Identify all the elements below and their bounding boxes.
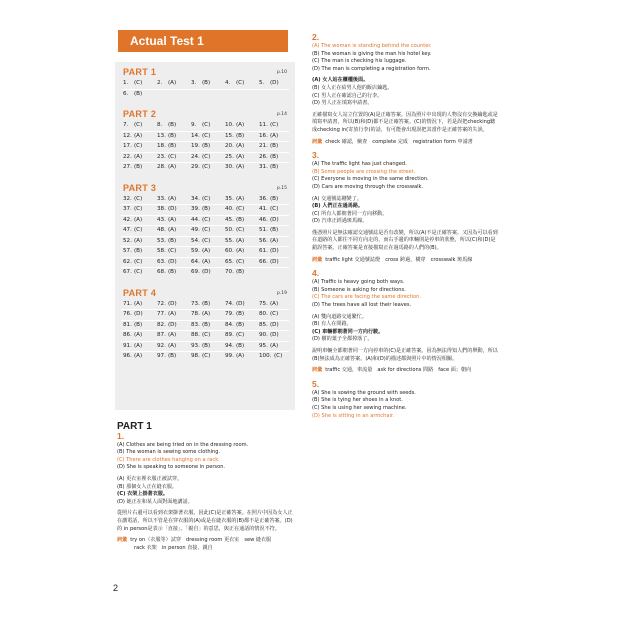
answer-number: 73.	[191, 300, 200, 307]
answer-choice: (B)	[270, 227, 279, 233]
answer-choice: (A)	[168, 195, 177, 202]
answer-number: 21.	[259, 143, 268, 149]
translation: (C) 男人正在確認自己的行李。	[312, 92, 383, 99]
answer-choice: (B)	[270, 153, 279, 160]
translation: (D) 男人正在填寫申請書。	[312, 100, 373, 107]
answer-number: 17.	[123, 143, 132, 149]
translation: (A) 交通號誌剛變了。	[312, 195, 362, 202]
answer-choice: (D)	[202, 269, 211, 275]
translation: (D) 樹的葉子全都掉落了。	[312, 336, 373, 343]
answer-choice: (B)	[168, 132, 177, 139]
row-divider	[121, 267, 289, 268]
part1-title: PART 1	[117, 421, 152, 432]
option: (D) Cars are moving through the crosswalk.	[312, 183, 424, 190]
answer-choice: (D)	[236, 300, 245, 307]
answer-number: 98.	[191, 353, 200, 359]
answer-number: 10.	[225, 122, 234, 128]
answer-number: 37.	[123, 206, 132, 212]
answer-choice: (C)	[134, 269, 143, 275]
answer-number: 93.	[191, 342, 200, 349]
answer-choice: (D)	[168, 300, 177, 307]
answer-number: 66.	[259, 258, 268, 265]
answer-number: 23.	[157, 153, 166, 160]
answer-choice: (A)	[134, 300, 143, 307]
option-correct: (C) The cars are facing the same direction.	[312, 294, 422, 301]
answer-number: 51.	[259, 227, 268, 233]
answer-choice: (D)	[168, 321, 177, 328]
option: (B) She is tying her shoes in a knot.	[312, 397, 403, 404]
answer-number: 72.	[157, 300, 166, 307]
answer-choice: (A)	[202, 311, 211, 317]
answer-choice: (B)	[202, 206, 211, 212]
answer-number: 45.	[225, 216, 234, 223]
answer-number: 60.	[225, 248, 234, 254]
answer-number: 28.	[157, 164, 166, 170]
answer-number: 33.	[157, 195, 166, 202]
answer-choice: (C)	[134, 206, 143, 212]
answer-choice: (C)	[168, 153, 177, 160]
answer-choice: (A)	[134, 153, 143, 160]
answer-number: 46.	[259, 216, 268, 223]
answer-choice: (A)	[168, 342, 177, 349]
answer-number: 34.	[191, 195, 200, 202]
answer-number: 67.	[123, 269, 132, 275]
answer-number: 8.	[157, 122, 163, 128]
answer-number: 27.	[123, 164, 132, 170]
question-number: 3.	[312, 150, 320, 161]
answer-key-row	[123, 164, 288, 174]
translation-correct: (A) 女人站在櫃檯後面。	[312, 77, 369, 84]
translation: (C) 所有人都朝著同一方向移動。	[312, 210, 388, 217]
answer-number: 20.	[225, 143, 234, 149]
answer-key-page-ref: p.10	[276, 70, 287, 75]
answer-number: 86.	[123, 332, 132, 338]
question-number: 5.	[312, 378, 320, 389]
answer-choice: (B)	[168, 353, 177, 359]
answer-key-row	[123, 353, 288, 363]
answer-number: 63.	[157, 258, 166, 265]
row-divider	[121, 141, 289, 142]
row-divider	[121, 89, 289, 90]
vocab-text: check 確認，檢查 complete 完成 registration form 申請書	[325, 138, 473, 145]
vocab-line	[312, 367, 498, 375]
answer-number: 88.	[191, 332, 200, 338]
vocab-line	[117, 537, 295, 545]
answer-choice: (C)	[236, 206, 245, 212]
answer-choice: (A)	[134, 332, 143, 338]
answer-number: 85.	[259, 321, 268, 328]
answer-choice: (C)	[202, 227, 211, 233]
answer-number: 77.	[157, 311, 166, 317]
answer-number: 100.	[259, 353, 272, 359]
translation: (B) 那個女人正在縫衣服。	[117, 483, 178, 490]
answer-number: 22.	[123, 153, 132, 160]
row-divider	[121, 225, 289, 226]
option: (C) The man is checking his luggage.	[312, 58, 407, 65]
explanation: 從照片右邊可以看到衣架掛著衣服，因此(C)是正確答案。在照片中因為女人正在講電話，所以不管是在穿衣服的(A)或是在縫衣服的(B)都不是正確答案。(D)的 in person是表示「直接」、「親自」的意思，與正在通話的情況不符。	[117, 510, 293, 532]
answer-number: 57.	[123, 248, 132, 254]
answer-choice: (C)	[134, 258, 143, 265]
answer-number: 41.	[259, 206, 268, 212]
option: (A) Traffic is heavy going both ways.	[312, 279, 405, 286]
answer-choice: (A)	[134, 216, 143, 223]
option-correct: (D) She is sitting in an armchair.	[312, 412, 395, 419]
vocab-text-2: rack 衣架 in person 直接，親自	[134, 544, 213, 551]
answer-choice: (B)	[202, 321, 211, 328]
answer-number: 18.	[157, 143, 166, 149]
answer-number: 48.	[157, 227, 166, 233]
answer-choice: (B)	[270, 195, 279, 202]
row-divider	[121, 341, 289, 342]
test-title: Actual Test 1	[130, 34, 204, 48]
answer-choice: (A)	[236, 143, 245, 149]
left-column	[117, 423, 295, 552]
answer-choice: (B)	[236, 216, 245, 223]
answer-number: 87.	[157, 332, 166, 338]
row-divider	[121, 320, 289, 321]
answer-number: 12.	[123, 132, 132, 139]
answer-number: 55.	[225, 237, 234, 244]
translation: (B) 有人在問路。	[312, 321, 352, 328]
answer-choice: (C)	[134, 143, 143, 149]
option-correct: (C) There are clothes hanging on a rack.	[117, 456, 220, 463]
explanation: 說明車輛全都朝著同一方向停車的(C)是正確答案。因為無法得知人們的舉動，所以(B)無法成為正確答案。(A)和(D)的描述都與照片中的情況相關。	[312, 348, 498, 362]
answer-choice: (B)	[270, 164, 279, 170]
answer-number: 40.	[225, 206, 234, 212]
answer-number: 54.	[191, 237, 200, 244]
answer-number: 92.	[157, 342, 166, 349]
answer-choice: (C)	[202, 164, 211, 170]
answer-number: 39.	[191, 206, 200, 212]
answer-choice: (C)	[202, 332, 211, 338]
row-divider	[121, 236, 289, 237]
answer-choice: (C)	[202, 237, 211, 244]
answer-choice: (B)	[202, 143, 211, 149]
translation: (D) 她正在和某人面對面地講話。	[117, 498, 193, 505]
option-correct: (A) The woman is standing behind the counter.	[312, 43, 432, 49]
answer-choice: (A)	[236, 164, 245, 170]
answer-number: 65.	[225, 258, 234, 265]
vocab-tag: 詞彙	[312, 138, 323, 145]
answer-number: 30.	[225, 164, 234, 170]
row-divider	[121, 152, 289, 153]
vocab-tag: 詞彙	[312, 256, 323, 263]
row-divider	[121, 257, 289, 258]
row-divider	[121, 351, 289, 352]
answer-choice: (A)	[168, 216, 177, 223]
option: (C) Everyone is moving in the same direction.	[312, 176, 429, 183]
answer-choice: (D)	[270, 321, 279, 328]
answer-number: 69.	[191, 269, 200, 275]
answer-number: 36.	[259, 195, 268, 202]
answer-choice: (A)	[202, 258, 211, 265]
answer-number: 78.	[191, 311, 200, 317]
answer-number: 31.	[259, 164, 268, 170]
answer-choice: (D)	[270, 80, 279, 86]
answer-choice: (C)	[236, 227, 245, 233]
test-title-bar	[118, 30, 288, 52]
answer-number: 3.	[191, 80, 197, 86]
answer-number: 97.	[157, 353, 166, 359]
answer-number: 61.	[259, 248, 268, 254]
answer-number: 52.	[123, 237, 132, 244]
answer-number: 26.	[259, 153, 268, 160]
answer-number: 58.	[157, 248, 166, 254]
answer-key-row	[123, 91, 288, 101]
answer-choice: (A)	[270, 342, 279, 349]
option: (A) She is sowing the ground with seeds.	[312, 389, 416, 396]
answer-number: 25.	[225, 153, 234, 160]
answer-choice: (C)	[202, 122, 211, 128]
answer-choice: (C)	[134, 227, 143, 233]
answer-number: 79.	[225, 311, 234, 317]
option: (D) The trees have all lost their leaves.	[312, 302, 412, 309]
answer-key-row	[123, 269, 288, 279]
translation: (A) 更衣室裡衣服正被試穿。	[117, 475, 183, 482]
answer-choice: (C)	[134, 195, 143, 202]
answer-choice: (C)	[236, 258, 245, 265]
answer-key-page-ref: p.14	[276, 112, 287, 117]
answer-choice: (B)	[202, 342, 211, 349]
answer-number: 7.	[123, 122, 129, 128]
answer-number: 1.	[123, 80, 129, 86]
answer-number: 56.	[259, 237, 268, 244]
answer-choice: (A)	[134, 342, 143, 349]
answer-choice: (B)	[134, 164, 143, 170]
answer-choice: (A)	[168, 332, 177, 338]
answer-choice: (B)	[236, 269, 245, 275]
answer-choice: (D)	[270, 258, 279, 265]
answer-number: 19.	[191, 143, 200, 149]
answer-choice: (C)	[202, 153, 211, 160]
answer-number: 64.	[191, 258, 200, 265]
answer-choice: (D)	[134, 311, 143, 317]
answer-number: 49.	[191, 227, 200, 233]
answer-number: 9.	[191, 122, 197, 128]
answer-choice: (C)	[202, 132, 211, 139]
answer-choice: (C)	[168, 248, 177, 254]
answer-choice: (C)	[270, 206, 279, 212]
answer-number: 68.	[157, 269, 166, 275]
answer-choice: (A)	[236, 153, 245, 160]
answer-number: 83.	[191, 321, 200, 328]
vocab-tag: 詞彙	[117, 537, 128, 544]
answer-number: 76.	[123, 311, 132, 317]
answer-choice: (A)	[168, 164, 177, 170]
answer-number: 94.	[225, 342, 234, 349]
question-number: 4.	[312, 268, 320, 279]
vocab-text: traffic light 交通號誌燈 cross 跨過，橫穿 crosswalk 斑馬線	[325, 256, 473, 263]
answer-choice: (B)	[270, 143, 279, 149]
answer-choice: (D)	[270, 216, 279, 223]
answer-choice: (B)	[202, 300, 211, 307]
answer-number: 59.	[191, 248, 200, 254]
answer-number: 35.	[225, 195, 234, 202]
option: (B) Someone is asking for directions.	[312, 286, 406, 293]
answer-choice: (B)	[168, 143, 177, 149]
answer-number: 50.	[225, 227, 234, 233]
row-divider	[121, 309, 289, 310]
option: (B) The woman is giving the man his hotel key.	[312, 50, 432, 57]
answer-number: 74.	[225, 300, 234, 307]
option: (A) Clothes are being tried on in the dressing room.	[117, 441, 249, 448]
answer-number: 53.	[157, 237, 166, 244]
answer-number: 75.	[259, 300, 268, 307]
answer-key-part-label: PART 4	[123, 287, 157, 298]
answer-number: 11.	[259, 122, 268, 128]
answer-number: 96.	[123, 353, 132, 359]
answer-number: 81.	[123, 321, 132, 328]
answer-choice: (C)	[134, 80, 143, 86]
answer-number: 13.	[157, 132, 166, 139]
answer-key-part-label: PART 3	[123, 182, 157, 193]
answer-choice: (C)	[274, 353, 283, 359]
answer-number: 32.	[123, 195, 132, 202]
row-divider	[121, 204, 289, 205]
vocab-line	[312, 257, 498, 265]
answer-number: 80.	[259, 311, 268, 317]
answer-choice: (A)	[270, 300, 279, 307]
option: (C) She is using her sewing machine.	[312, 404, 407, 411]
answer-choice: (C)	[202, 216, 211, 223]
answer-choice: (B)	[202, 80, 211, 86]
answer-choice: (A)	[236, 195, 245, 202]
answer-number: 4.	[225, 80, 231, 86]
answer-choice: (C)	[236, 80, 245, 86]
answer-choice: (A)	[134, 237, 143, 244]
vocab-tag: 詞彙	[312, 367, 323, 374]
answer-key-page-ref: p.15	[276, 185, 287, 191]
answer-number: 14.	[191, 132, 200, 139]
answer-number: 5.	[259, 80, 265, 86]
answer-choice: (D)	[270, 332, 279, 338]
row-divider	[121, 246, 289, 247]
answer-choice: (A)	[236, 237, 245, 244]
answer-choice: (B)	[134, 321, 143, 328]
right-column	[312, 32, 498, 420]
answer-choice: (A)	[134, 353, 143, 359]
answer-number: 62.	[123, 258, 132, 265]
option: (D) She is speaking to someone in person.	[117, 464, 226, 471]
answer-choice: (C)	[236, 332, 245, 338]
answer-number: 6.	[123, 90, 129, 97]
answer-choice: (A)	[168, 80, 177, 86]
answer-choice: (B)	[134, 248, 143, 254]
answer-number: 43.	[157, 216, 166, 223]
answer-choice: (A)	[236, 122, 245, 128]
translation-correct: (B) 人們正在過馬路。	[312, 203, 364, 210]
vocab-text: try on（衣服等）試穿 dressing room 更衣室 sew 縫衣服	[130, 537, 272, 544]
translation-correct: (C) 衣架上掛著衣服。	[117, 491, 168, 498]
row-divider	[121, 215, 289, 216]
answer-number: 95.	[259, 342, 268, 349]
answer-choice: (A)	[168, 227, 177, 233]
answer-choice: (A)	[134, 132, 143, 139]
answer-choice: (A)	[202, 248, 211, 254]
answer-number: 90.	[259, 332, 268, 338]
answer-choice: (C)	[202, 353, 211, 359]
answer-number: 91.	[123, 342, 132, 349]
translation-correct: (C) 車輛都朝著同一方向行駛。	[312, 328, 384, 335]
answer-choice: (C)	[270, 122, 279, 128]
answer-choice: (A)	[236, 353, 245, 359]
answer-number: 84.	[225, 321, 234, 328]
option: (D) The man is completing a registration form.	[312, 65, 431, 72]
answer-choice: (D)	[168, 258, 177, 265]
answer-number: 16.	[259, 132, 268, 139]
translation: (B) 女人正在給男人他的飯店鑰匙。	[312, 84, 393, 91]
vocab-text: traffic 交通，車流量 ask for directions 問路 face 面；朝向	[325, 367, 472, 374]
answer-choice: (A)	[236, 248, 245, 254]
answer-choice: (A)	[270, 237, 279, 244]
answer-choice: (B)	[236, 311, 245, 317]
answer-number: 89.	[225, 332, 234, 338]
answer-number: 82.	[157, 321, 166, 328]
answer-number: 71.	[123, 300, 132, 307]
option: (B) The woman is sewing some clothing.	[117, 449, 221, 456]
answer-key-part-label: PART 2	[123, 109, 157, 119]
answer-choice: (B)	[236, 321, 245, 328]
vocab-line	[312, 139, 498, 147]
answer-choice: (A)	[168, 311, 177, 317]
answer-choice: (C)	[202, 195, 211, 202]
translation: (A) 雙向道路交通繁忙。	[312, 313, 367, 320]
question-number: 2.	[312, 32, 320, 42]
answer-choice: (A)	[270, 132, 279, 139]
row-divider	[121, 330, 289, 331]
answer-choice: (C)	[270, 311, 279, 317]
answer-number: 44.	[191, 216, 200, 223]
answer-key-page-ref: p.19	[276, 290, 287, 296]
answer-number: 24.	[191, 153, 200, 160]
answer-number: 38.	[157, 206, 166, 212]
answer-number: 99.	[225, 353, 234, 359]
answer-choice: (B)	[236, 132, 245, 139]
answer-number: 42.	[123, 216, 132, 223]
page-number: 2	[113, 583, 119, 593]
answer-choice: (B)	[168, 122, 177, 128]
option-correct: (B) Some people are crossing the street.	[312, 168, 416, 175]
answer-choice: (B)	[134, 90, 143, 97]
answer-key-part-label: PART 1	[123, 67, 157, 77]
answer-key-box	[115, 62, 295, 410]
answer-number: 15.	[225, 132, 234, 139]
answer-choice: (B)	[168, 269, 177, 275]
explanation: 僅憑照片是無法確認交通號誌是否有改變，所以(A)不是正確答案。又因為可以看到在道路的人都往不同方向走的，而右手邊的車輛則是停車的狀態，所以(C)和(D)是錯誤答案。正確答案是直接描寫正在過馬路的人們的(B)。	[312, 229, 498, 252]
answer-number: 47.	[123, 227, 132, 233]
answer-choice: (B)	[236, 342, 245, 349]
answer-choice: (D)	[168, 206, 177, 212]
explanation: 正確描寫女人站立位置的(A)是正確答案。因為照片中出現的人物沒有交換鑰匙或是填寫申請書，所以(B)和(D)都不是正確答案。(C)的情況下，若是誤把checking聽成checking in(寄放行李)的話，有可能會出現誤把其當作是正確答案的失誤。	[312, 111, 498, 133]
answer-number: 70.	[225, 269, 234, 275]
translation: (D) 汽車正經過斑馬線。	[312, 218, 368, 225]
answer-number: 29.	[191, 164, 200, 170]
answer-choice: (D)	[270, 248, 279, 254]
option: (A) The traffic light has just changed.	[312, 161, 407, 168]
answer-number: 2.	[157, 80, 163, 86]
row-divider	[121, 131, 289, 132]
answer-choice: (C)	[134, 122, 143, 128]
row-divider	[121, 162, 289, 163]
question-number: 1.	[117, 430, 125, 441]
answer-choice: (B)	[168, 237, 177, 244]
